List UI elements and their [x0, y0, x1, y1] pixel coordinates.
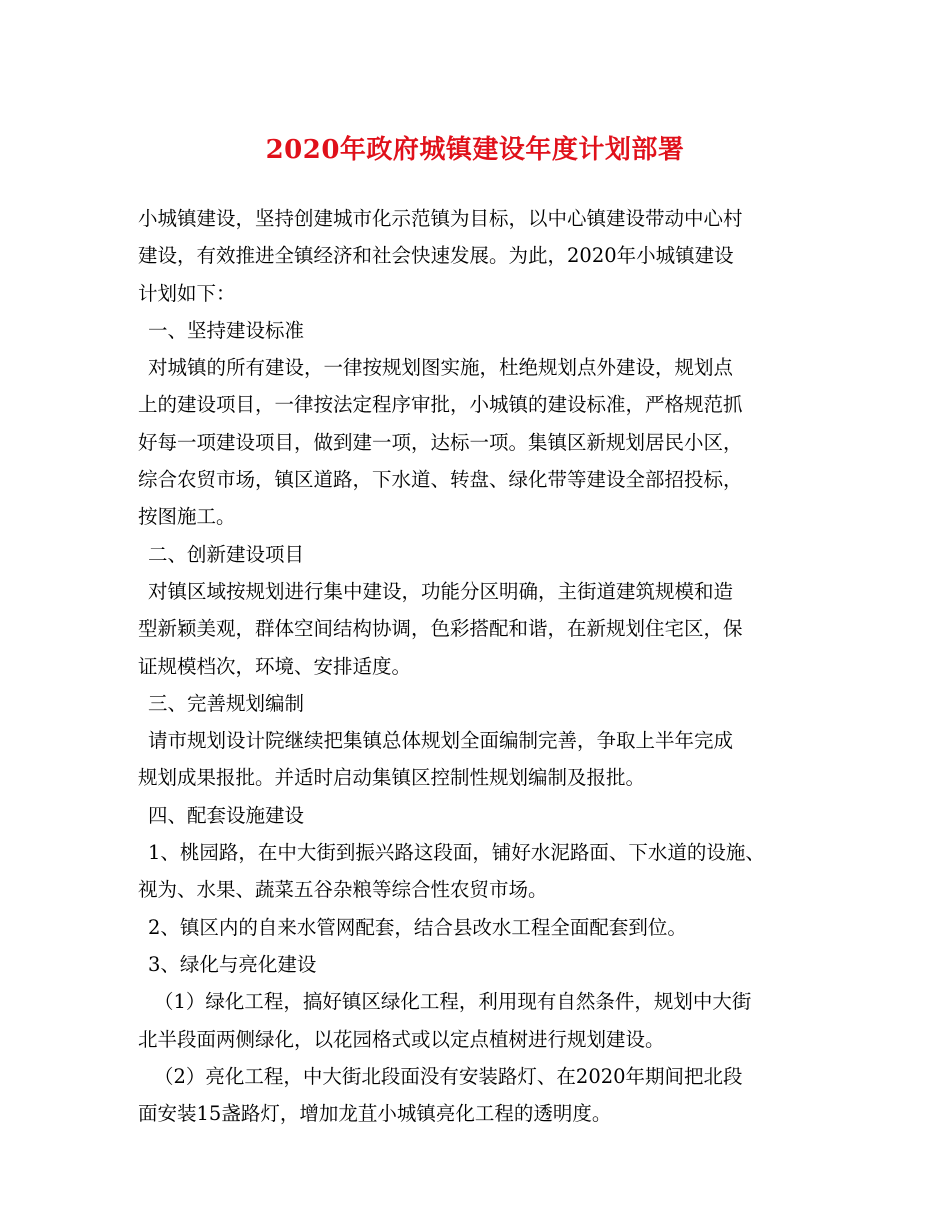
paragraph-line: 综合农贸市场，镇区道路，下水道、转盘、绿化带等建设全部招投标， [138, 468, 743, 492]
list-item: 3、绿化与亮化建设 [148, 952, 317, 976]
paragraph-line: 上的建设项目，一律按法定程序审批，小城镇的建设标准，严格规范抓 [138, 393, 743, 417]
list-item: 1、桃园路，在中大街到振兴路这段面，铺好水泥路面、下水道的设施、 [148, 841, 765, 865]
paragraph-line: 好每一项建设项目，做到建一项，达标一项。集镇区新规划居民小区， [138, 430, 743, 454]
section-heading: 一、坚持建设标准 [148, 318, 305, 342]
sub-list-item: （2）亮化工程，中大街北段面没有安装路灯、在2020年期间把北段 [154, 1064, 743, 1088]
section-heading: 四、配套设施建设 [148, 803, 305, 827]
document-body [138, 200, 828, 1132]
paragraph-line: 请市规划设计院继续把集镇总体规划全面编制完善，争取上半年完成 [148, 729, 734, 753]
paragraph-line: 建设，有效推进全镇经济和社会快速发展。为此，2020年小城镇建设 [138, 244, 734, 268]
paragraph-line: 型新颖美观，群体空间结构协调，色彩搭配和谐，在新规划住宅区，保 [138, 617, 743, 641]
list-item: 2、镇区内的自来水管网配套，结合县改水工程全面配套到位。 [148, 915, 687, 939]
paragraph-line: 对城镇的所有建设，一律按规划图实施，杜绝规划点外建设，规划点 [148, 356, 734, 380]
paragraph-line: 对镇区域按规划进行集中建设，功能分区明确，主街道建筑规模和造 [148, 579, 734, 603]
sub-list-item: （1）绿化工程，搞好镇区绿化工程，利用现有自然条件，规划中大街 [154, 990, 752, 1014]
document-title: 2020年政府城镇建设年度计划部署 [265, 135, 685, 165]
section-heading: 二、创新建设项目 [148, 542, 305, 566]
paragraph-line: 计划如下： [138, 281, 236, 305]
paragraph-line: 规划成果报批。并适时启动集镇区控制性规划编制及报批。 [138, 766, 646, 790]
paragraph-line: 北半段面两侧绿化，以花园格式或以定点植树进行规划建设。 [138, 1027, 665, 1051]
section-heading: 三、完善规划编制 [148, 691, 305, 715]
paragraph-line: 小城镇建设，坚持创建城市化示范镇为目标，以中心镇建设带动中心村 [138, 207, 743, 230]
paragraph-line: 按图施工。 [138, 505, 236, 529]
paragraph-line: 证规模档次，环境、安排适度。 [138, 654, 412, 678]
paragraph-line: 视为、水果、蔬菜五谷杂粮等综合性农贸市场。 [138, 878, 548, 902]
paragraph-line: 面安装15盏路灯，增加龙苴小城镇亮化工程的透明度。 [138, 1102, 612, 1126]
